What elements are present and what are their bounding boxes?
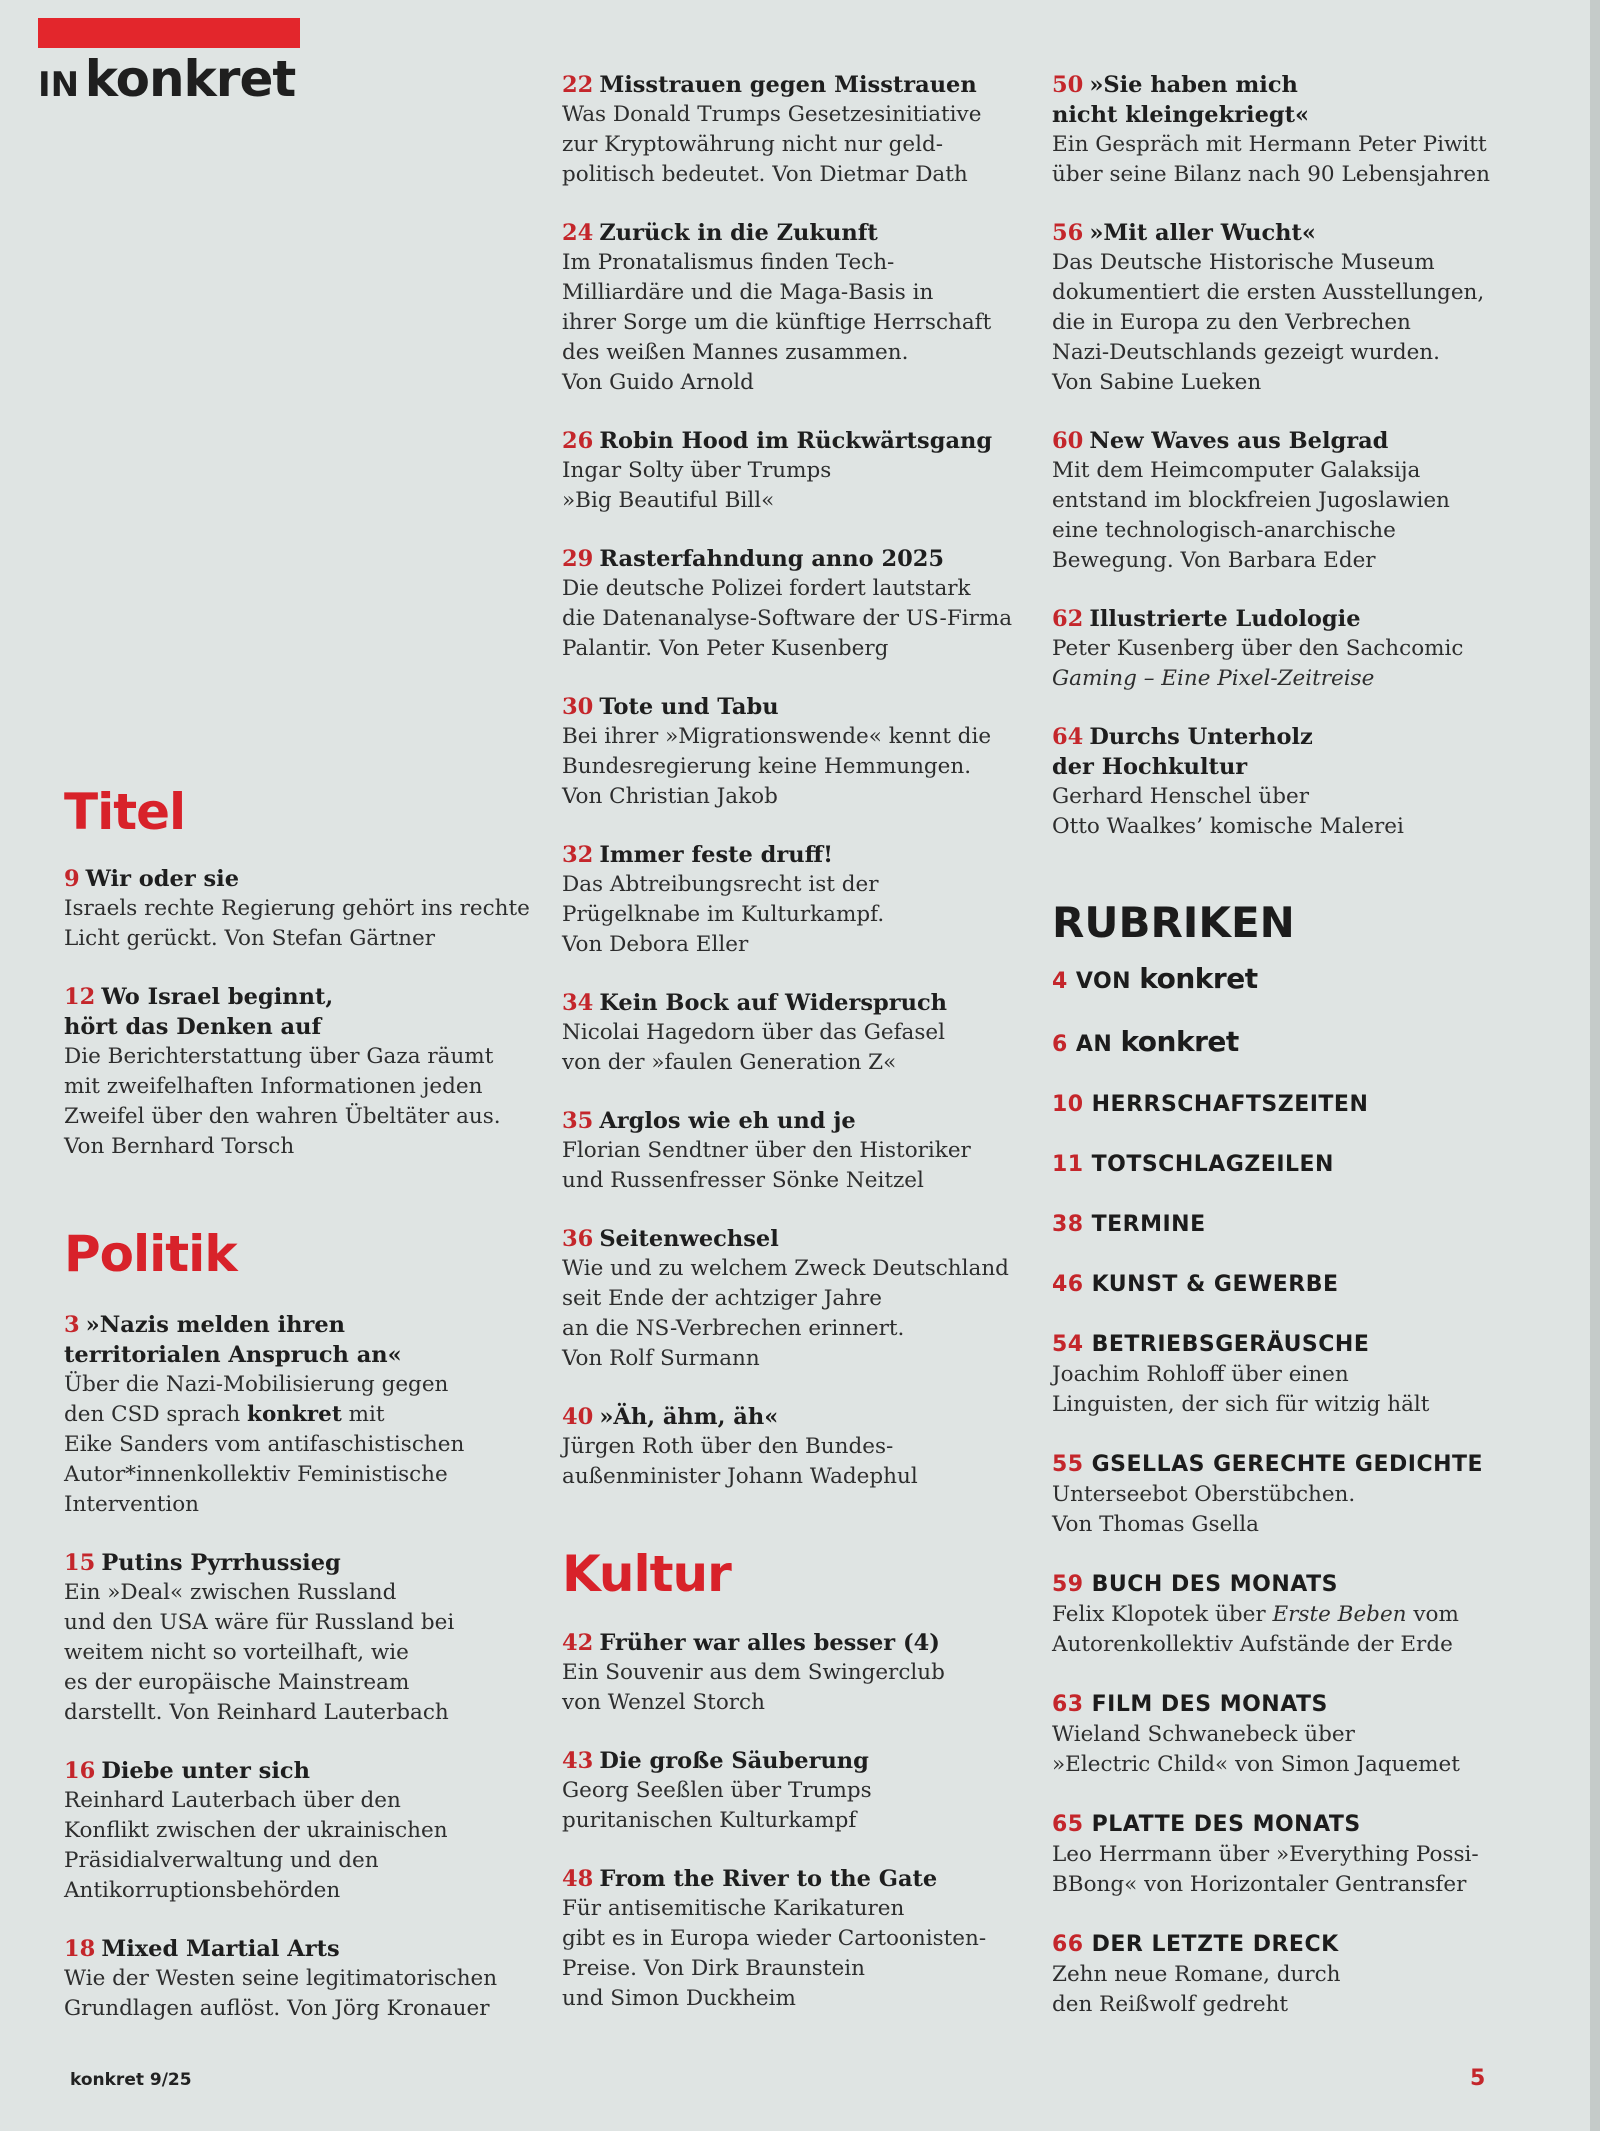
rubrik-title: TERMINE — [1091, 1212, 1206, 1237]
toc-entry[interactable] — [1052, 70, 1552, 190]
toc-entry[interactable] — [64, 1934, 534, 2024]
entry-line: Florian Sendtner über den Historiker — [562, 1138, 971, 1163]
entry-line: über seine Bilanz nach 90 Lebensjahren — [1052, 162, 1490, 187]
page-number: 55 — [1052, 1452, 1084, 1477]
rubrik-brand: konkret — [1139, 962, 1258, 995]
toc-entry[interactable] — [562, 692, 1022, 812]
column-left — [64, 782, 534, 2024]
entry-line: politisch bedeutet. Von Dietmar Dath — [562, 162, 968, 187]
page-number: 38 — [1052, 1212, 1084, 1237]
page-number: 6 — [1052, 1032, 1068, 1057]
toc-entry[interactable] — [562, 988, 1022, 1078]
entry-line: Konflikt zwischen der ukrainischen — [64, 1818, 448, 1843]
entry-title: Tote und Tabu — [599, 694, 779, 720]
book-title: Erste Beben — [1272, 1602, 1407, 1627]
entry-line: Licht gerückt. Von Stefan Gärtner — [64, 926, 435, 951]
toc-entry[interactable] — [562, 1224, 1022, 1374]
entry-title: Die große Säuberung — [599, 1748, 869, 1774]
entry-line: Reinhard Lauterbach über den — [64, 1788, 401, 1813]
entry-line: puritanischen Kulturkampf — [562, 1808, 857, 1833]
section-title-titel: Titel — [64, 783, 186, 841]
rubrik-entry[interactable] — [1052, 1690, 1552, 1780]
rubrik-title: TOTSCHLAGZEILEN — [1091, 1152, 1334, 1177]
entry-line: Ein »Deal« zwischen Russland — [64, 1580, 397, 1605]
entry-line: seit Ende der achtziger Jahre — [562, 1286, 883, 1311]
page-number: 66 — [1052, 1932, 1084, 1957]
page-number: 48 — [562, 1866, 594, 1892]
entry-line: entstand im blockfreien Jugoslawien — [1052, 488, 1450, 513]
entry-line: Von Rolf Surmann — [562, 1346, 760, 1371]
page-number: 24 — [562, 220, 594, 246]
entry-title: Durchs Unterholz — [1089, 724, 1313, 750]
page-number: 54 — [1052, 1332, 1084, 1357]
page-number: 4 — [1052, 969, 1068, 994]
entry-title: Zurück in die Zukunft — [599, 220, 878, 246]
rubrik-title: FILM DES MONATS — [1091, 1692, 1328, 1717]
entry-line: Von Bernhard Torsch — [64, 1134, 295, 1159]
entry-line: Präsidialverwaltung und den — [64, 1848, 379, 1873]
page-number: 10 — [1052, 1092, 1084, 1117]
column-middle — [562, 70, 1022, 2014]
entry-title: »Sie haben mich — [1089, 72, 1298, 98]
entry-line: Eike Sanders vom antifaschistischen — [64, 1432, 465, 1457]
entry-line: von der »faulen Generation Z« — [562, 1050, 897, 1075]
section-title-kultur: Kultur — [562, 1545, 731, 1603]
entry-line: darstellt. Von Reinhard Lauterbach — [64, 1700, 449, 1725]
toc-entry[interactable] — [64, 1310, 534, 1520]
entry-line: Israels rechte Regierung gehört ins rechte — [64, 896, 530, 921]
rubrik-title: PLATTE DES MONATS — [1091, 1812, 1361, 1837]
entry-line: Leo Herrmann über »Everything Possi- — [1052, 1842, 1479, 1867]
entry-line: mit zweifelhaften Informationen jeden — [64, 1074, 483, 1099]
entry-line: und den USA wäre für Russland bei — [64, 1610, 455, 1635]
page-number: 36 — [562, 1226, 594, 1252]
footer-issue: konkret 9/25 — [70, 2070, 192, 2090]
entry-line: die Datenanalyse-Software der US-Firma — [562, 606, 1013, 631]
entry-line: »Electric Child« von Simon Jaquemet — [1052, 1752, 1460, 1777]
rubrik-prefix: AN — [1075, 1032, 1113, 1057]
toc-entry[interactable] — [1052, 722, 1552, 842]
entry-line: dokumentiert die ersten Ausstellungen, — [1052, 280, 1485, 305]
entry-line: Jürgen Roth über den Bundes- — [562, 1434, 894, 1459]
page-number: 34 — [562, 990, 594, 1016]
entry-line: Autorenkollektiv Aufstände der Erde — [1052, 1632, 1453, 1657]
rubrik-entry[interactable] — [1052, 1810, 1552, 1900]
entry-line: Zehn neue Romane, durch — [1052, 1962, 1341, 1987]
page-number: 46 — [1052, 1272, 1084, 1297]
rubrik-entry[interactable] — [1052, 1270, 1552, 1300]
page-number: 50 — [1052, 72, 1084, 98]
entry-title: Seitenwechsel — [599, 1226, 779, 1252]
rubrik-title: BUCH DES MONATS — [1091, 1572, 1338, 1597]
section-title-politik: Politik — [64, 1225, 237, 1283]
entry-line: Von Guido Arnold — [562, 370, 754, 395]
page-number: 64 — [1052, 724, 1084, 750]
entry-line: Grundlagen auflöst. Von Jörg Kronauer — [64, 1996, 490, 2021]
column-right — [1052, 70, 1552, 2020]
toc-entry[interactable] — [562, 1864, 1022, 2014]
rubrik-title: DER LETZTE DRECK — [1091, 1932, 1339, 1957]
entry-line: Wie der Westen seine legitimatorischen — [64, 1966, 498, 1991]
page-number: 18 — [64, 1936, 96, 1962]
entry-title: Mixed Martial Arts — [101, 1936, 340, 1962]
entry-title: Wir oder sie — [85, 866, 240, 892]
section-title-rubriken: RUBRIKEN — [1052, 898, 1295, 947]
entry-line: und Russenfresser Sönke Neitzel — [562, 1168, 924, 1193]
entry-line: Zweifel über den wahren Übeltäter aus. — [64, 1104, 501, 1129]
entry-line — [1052, 664, 1552, 694]
entry-line: Von Christian Jakob — [562, 784, 778, 809]
page-edge-shadow — [1590, 0, 1600, 2131]
entry-line: und Simon Duckheim — [562, 1986, 796, 2011]
rubrik-title: KUNST & GEWERBE — [1091, 1272, 1339, 1297]
entry-line: den Reißwolf gedreht — [1052, 1992, 1289, 2017]
rubrik-entry[interactable] — [1052, 1930, 1552, 2020]
toc-entry[interactable] — [562, 1746, 1022, 1836]
entry-line: Milliardäre und die Maga-Basis in — [562, 280, 934, 305]
entry-line: Das Deutsche Historische Museum — [1052, 250, 1435, 275]
entry-line: Von Sabine Lueken — [1052, 370, 1262, 395]
entry-line: Antikorruptionsbehörden — [64, 1878, 341, 1903]
entry-title-line2: nicht kleingekriegt« — [1052, 102, 1310, 128]
page-number: 65 — [1052, 1812, 1084, 1837]
page-number: 11 — [1052, 1152, 1084, 1177]
entry-line: Was Donald Trumps Gesetzesinitiative — [562, 102, 982, 127]
entry-line: »Big Beautiful Bill« — [562, 488, 775, 513]
entry-line: Bei ihrer »Migrationswende« kennt die — [562, 724, 992, 749]
entry-line: Das Abtreibungsrecht ist der — [562, 872, 879, 897]
entry-line: Ein Souvenir aus dem Swingerclub — [562, 1660, 945, 1685]
entry-title: New Waves aus Belgrad — [1089, 428, 1389, 454]
toc-entry[interactable] — [562, 1628, 1022, 1718]
page-number: 63 — [1052, 1692, 1084, 1717]
toc-entry[interactable] — [562, 840, 1022, 960]
entry-line: BBong« von Horizontaler Gentransfer — [1052, 1872, 1467, 1897]
entry-line: außenminister Johann Wadephul — [562, 1464, 918, 1489]
entry-line: Bundesregierung keine Hemmungen. — [562, 754, 972, 779]
entry-line: ihrer Sorge um die künftige Herrschaft — [562, 310, 992, 335]
page-number: 16 — [64, 1758, 96, 1784]
entry-line: die in Europa zu den Verbrechen — [1052, 310, 1411, 335]
page-number: 59 — [1052, 1572, 1084, 1597]
entry-line: es der europäische Mainstream — [64, 1670, 410, 1695]
entry-line: Peter Kusenberg über den Sachcomic — [1052, 636, 1464, 661]
entry-title: From the River to the Gate — [599, 1866, 938, 1892]
book-title: Gaming – Eine Pixel-Zeitreise — [1052, 666, 1375, 691]
entry-line: Joachim Rohloff über einen — [1052, 1362, 1349, 1387]
rubrik-title: BETRIEBSGERÄUSCHE — [1091, 1332, 1370, 1357]
entry-line: Intervention — [64, 1492, 200, 1517]
entry-line: zur Kryptowährung nicht nur geld- — [562, 132, 944, 157]
page-number: 12 — [64, 984, 96, 1010]
entry-line: Die Berichterstattung über Gaza räumt — [64, 1044, 494, 1069]
masthead-prefix: IN — [38, 65, 80, 105]
page-number: 22 — [562, 72, 594, 98]
page-number: 40 — [562, 1404, 594, 1430]
rubrik-entry[interactable] — [1052, 1090, 1552, 1120]
toc-entry[interactable] — [562, 544, 1022, 664]
toc-entry[interactable] — [562, 218, 1022, 398]
entry-title-line2: hört das Denken auf — [64, 1014, 322, 1040]
entry-line: Von Thomas Gsella — [1052, 1512, 1259, 1537]
rubrik-entry[interactable] — [1052, 964, 1552, 997]
page-number: 29 — [562, 546, 594, 572]
entry-line: Wie und zu welchem Zweck Deutschland — [562, 1256, 1009, 1281]
page-number: 9 — [64, 866, 80, 892]
entry-line: Ingar Solty über Trumps — [562, 458, 832, 483]
entry-title: »Mit aller Wucht« — [1089, 220, 1316, 246]
entry-line: Otto Waalkes’ komische Malerei — [1052, 814, 1404, 839]
rubrik-entry[interactable] — [1052, 1450, 1552, 1540]
entry-title: Wo Israel beginnt, — [101, 984, 334, 1010]
entry-title: Kein Bock auf Widerspruch — [599, 990, 948, 1016]
masthead-brand-word: konkret — [84, 50, 296, 108]
entry-line: Georg Seeßlen über Trumps — [562, 1778, 872, 1803]
page-number: 43 — [562, 1748, 594, 1774]
entry-line: Für antisemitische Karikaturen — [562, 1896, 905, 1921]
masthead-brand — [38, 50, 300, 108]
masthead-red-bar — [38, 18, 300, 48]
entry-line: Im Pronatalismus finden Tech- — [562, 250, 895, 275]
page-number: 3 — [64, 1312, 80, 1338]
toc-entry[interactable] — [1052, 218, 1552, 398]
entry-line: des weißen Mannes zusammen. — [562, 340, 909, 365]
entry-title-line2: der Hochkultur — [1052, 754, 1248, 780]
toc-entry[interactable] — [64, 864, 534, 954]
page-number: 26 — [562, 428, 594, 454]
entry-line: Preise. Von Dirk Braunstein — [562, 1956, 865, 1981]
entry-line: Bewegung. Von Barbara Eder — [1052, 548, 1376, 573]
toc-entry[interactable] — [562, 1106, 1022, 1196]
toc-entry[interactable] — [562, 426, 1022, 516]
entry-title: Misstrauen gegen Misstrauen — [599, 72, 977, 98]
entry-title: Arglos wie eh und je — [599, 1108, 856, 1134]
entry-line: eine technologisch-anarchische — [1052, 518, 1396, 543]
entry-line: Nazi-Deutschlands gezeigt wurden. — [1052, 340, 1440, 365]
rubrik-brand: konkret — [1120, 1025, 1239, 1058]
page-number: 62 — [1052, 606, 1084, 632]
entry-line: Gerhard Henschel über — [1052, 784, 1310, 809]
entry-line: Unterseebot Oberstübchen. — [1052, 1482, 1356, 1507]
page-number: 35 — [562, 1108, 594, 1134]
brand-inline: konkret — [247, 1402, 342, 1427]
entry-line: von Wenzel Storch — [562, 1690, 765, 1715]
page-number: 60 — [1052, 428, 1084, 454]
entry-line: Prügelknabe im Kulturkampf. — [562, 902, 885, 927]
toc-entry[interactable] — [1052, 426, 1552, 576]
masthead — [38, 18, 300, 108]
entry-title: Illustrierte Ludologie — [1089, 606, 1361, 632]
toc-entry[interactable] — [64, 1548, 534, 1728]
entry-title: Früher war alles besser (4) — [599, 1630, 940, 1656]
entry-title: Putins Pyrrhussieg — [101, 1550, 341, 1576]
entry-line: Felix Klopotek über Erste Beben vom — [1052, 1602, 1459, 1627]
toc-entry[interactable] — [562, 1402, 1022, 1492]
entry-line: an die NS-Verbrechen erinnert. — [562, 1316, 905, 1341]
entry-line: Von Debora Eller — [562, 932, 749, 957]
rubrik-entry[interactable] — [1052, 1150, 1552, 1180]
entry-line: gibt es in Europa wieder Cartoonisten- — [562, 1926, 987, 1951]
page-number: 42 — [562, 1630, 594, 1656]
page-number: 15 — [64, 1550, 96, 1576]
entry-line: Nicolai Hagedorn über das Gefasel — [562, 1020, 946, 1045]
entry-title-line2: territorialen Anspruch an« — [64, 1342, 402, 1368]
rubrik-entry[interactable] — [1052, 1027, 1552, 1060]
rubrik-entry[interactable] — [1052, 1570, 1552, 1660]
entry-line: Wieland Schwanebeck über — [1052, 1722, 1355, 1747]
entry-title: »Nazis melden ihren — [85, 1312, 346, 1338]
entry-line: Autor*innenkollektiv Feministische — [64, 1462, 448, 1487]
rubrik-title: HERRSCHAFTSZEITEN — [1091, 1092, 1369, 1117]
entry-line: Ein Gespräch mit Hermann Peter Piwitt — [1052, 132, 1487, 157]
rubrik-entry[interactable] — [1052, 1330, 1552, 1420]
entry-line: den CSD sprach konkret mit — [64, 1402, 385, 1427]
toc-entry[interactable] — [64, 982, 534, 1162]
page-number: 30 — [562, 694, 594, 720]
rubrik-title: GSELLAS GERECHTE GEDICHTE — [1091, 1452, 1484, 1477]
page-number: 32 — [562, 842, 594, 868]
entry-line: weitem nicht so vorteilhaft, wie — [64, 1640, 409, 1665]
entry-title: »Äh, ähm, äh« — [599, 1404, 779, 1430]
entry-title: Immer feste druff! — [599, 842, 833, 868]
entry-line: Palantir. Von Peter Kusenberg — [562, 636, 889, 661]
page-number: 56 — [1052, 220, 1084, 246]
entry-title: Diebe unter sich — [101, 1758, 310, 1784]
entry-line: Linguisten, der sich für witzig hält — [1052, 1392, 1430, 1417]
toc-entry[interactable] — [562, 70, 1022, 190]
entry-line: Die deutsche Polizei fordert lautstark — [562, 576, 971, 601]
rubrik-entry[interactable] — [1052, 1210, 1552, 1240]
entry-title: Rasterfahndung anno 2025 — [599, 546, 945, 572]
entry-title: Robin Hood im Rückwärtsgang — [599, 428, 993, 454]
entry-line: Mit dem Heimcomputer Galaksija — [1052, 458, 1421, 483]
toc-entry[interactable] — [64, 1756, 534, 1906]
footer-page-number: 5 — [1470, 2066, 1486, 2091]
toc-entry[interactable] — [1052, 604, 1552, 694]
entry-line: Über die Nazi-Mobilisierung gegen — [64, 1372, 449, 1397]
rubrik-prefix: VON — [1075, 969, 1132, 994]
